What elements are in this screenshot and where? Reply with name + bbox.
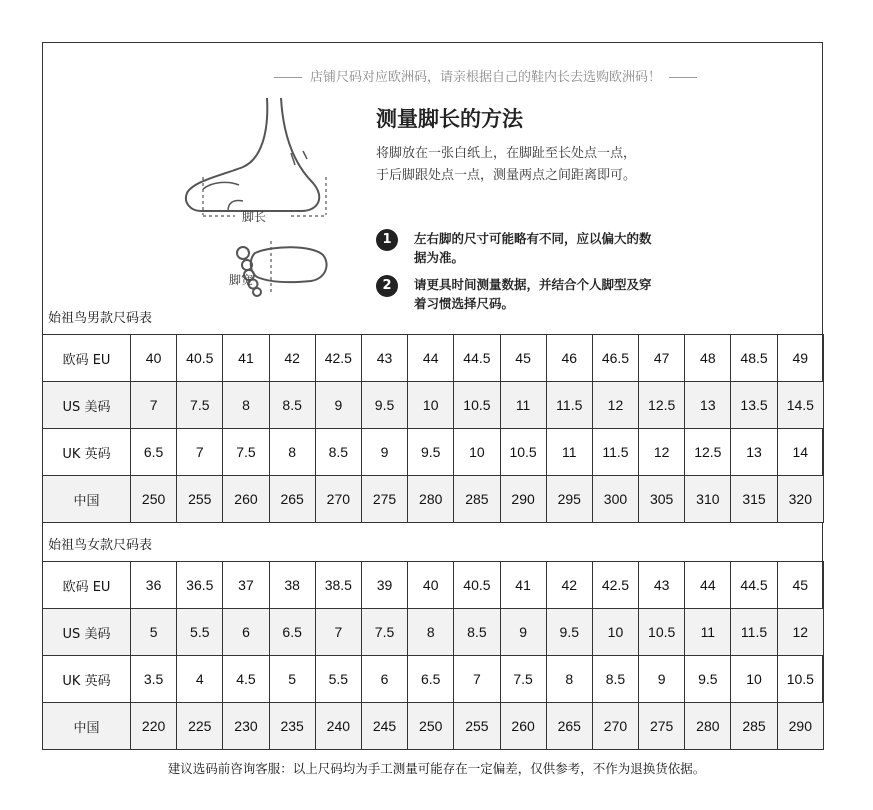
size-cell: 9.5 [685, 656, 731, 703]
size-cell: 48 [685, 335, 731, 382]
size-cell: 5 [269, 656, 315, 703]
size-cell: 42 [546, 562, 592, 609]
row-header: US 美码 [43, 609, 131, 656]
size-cell: 290 [500, 476, 546, 523]
side-foot-icon [186, 98, 326, 216]
foot-length-label: 脚长 [242, 210, 267, 224]
size-cell: 260 [223, 476, 269, 523]
tip-text [414, 275, 706, 313]
table-row [43, 382, 824, 429]
size-cell: 6 [361, 656, 407, 703]
size-cell: 6 [223, 609, 269, 656]
size-cell: 10 [731, 656, 777, 703]
tip-line: 请更具时间测量数据，并结合个人脚型及穿 [414, 277, 652, 292]
women-table-title: 始祖鸟女款尺码表 [48, 538, 153, 553]
size-cell: 320 [777, 476, 823, 523]
size-cell: 41 [223, 335, 269, 382]
size-cell: 41 [500, 562, 546, 609]
tip-line: 左右脚的尺寸可能略有不同，应以偏大的数 [414, 231, 652, 246]
divider-line [274, 77, 302, 78]
size-cell: 46.5 [592, 335, 638, 382]
size-cell: 10 [592, 609, 638, 656]
size-cell: 40.5 [177, 335, 223, 382]
measure-heading: 测量脚长的方法 [376, 107, 523, 131]
disclaimer-note: 建议选码前咨询客服：以上尺码均为手工测量可能存在一定偏差，仅供参考，不作为退换货依据。 [167, 761, 706, 776]
size-cell: 11.5 [731, 609, 777, 656]
size-cell: 10.5 [500, 429, 546, 476]
size-cell: 40.5 [454, 562, 500, 609]
tip-number-icon: 2 [376, 275, 398, 297]
tip-line: 着习惯选择尺码。 [414, 296, 515, 311]
size-cell: 7 [315, 609, 361, 656]
size-cell: 250 [408, 703, 454, 750]
size-cell: 45 [500, 335, 546, 382]
banner-notice-text: 店铺尺码对应欧洲码，请亲根据自己的鞋内长去选购欧洲码！ [309, 70, 661, 85]
size-cell: 9.5 [546, 609, 592, 656]
size-cell: 280 [685, 703, 731, 750]
size-cell: 8.5 [315, 429, 361, 476]
size-cell: 3.5 [131, 656, 177, 703]
size-cell: 300 [592, 476, 638, 523]
size-cell: 275 [361, 476, 407, 523]
size-cell: 9 [500, 609, 546, 656]
size-cell: 12 [639, 429, 685, 476]
desc-line: 于后脚跟处点一点，测量两点之间距离即可。 [376, 168, 637, 183]
size-cell: 8 [408, 609, 454, 656]
size-cell: 42.5 [315, 335, 361, 382]
size-cell: 245 [361, 703, 407, 750]
size-cell: 265 [546, 703, 592, 750]
size-cell: 39 [361, 562, 407, 609]
size-cell: 255 [454, 703, 500, 750]
size-cell: 7.5 [177, 382, 223, 429]
size-cell: 40 [131, 335, 177, 382]
size-cell: 7.5 [223, 429, 269, 476]
size-cell: 7 [454, 656, 500, 703]
size-cell: 12 [777, 609, 823, 656]
row-header: 欧码 EU [43, 335, 131, 382]
size-cell: 8 [546, 656, 592, 703]
size-cell: 8.5 [269, 382, 315, 429]
size-cell: 44 [408, 335, 454, 382]
divider-line [669, 77, 697, 78]
size-cell: 8 [223, 382, 269, 429]
tip-1 [376, 229, 706, 267]
size-cell: 48.5 [731, 335, 777, 382]
size-cell: 11.5 [546, 382, 592, 429]
table-row [43, 562, 824, 609]
table-row [43, 656, 824, 703]
size-cell: 250 [131, 476, 177, 523]
tip-number-icon: 1 [376, 229, 398, 251]
size-cell: 6.5 [269, 609, 315, 656]
size-chart-frame [42, 42, 823, 744]
size-cell: 290 [777, 703, 823, 750]
size-cell: 47 [639, 335, 685, 382]
size-cell: 9 [361, 429, 407, 476]
size-cell: 38.5 [315, 562, 361, 609]
size-cell: 220 [131, 703, 177, 750]
size-cell: 305 [639, 476, 685, 523]
size-cell: 13 [731, 429, 777, 476]
women-size-table [42, 561, 824, 750]
size-cell: 255 [177, 476, 223, 523]
size-cell: 270 [315, 476, 361, 523]
size-cell: 4.5 [223, 656, 269, 703]
row-header: 欧码 EU [43, 562, 131, 609]
size-cell: 270 [592, 703, 638, 750]
size-cell: 260 [500, 703, 546, 750]
size-cell: 295 [546, 476, 592, 523]
size-cell: 315 [731, 476, 777, 523]
size-cell: 5 [131, 609, 177, 656]
measure-banner [43, 43, 822, 333]
row-header: 中国 [43, 476, 131, 523]
size-cell: 5.5 [177, 609, 223, 656]
size-cell: 8.5 [592, 656, 638, 703]
men-table-title: 始祖鸟男款尺码表 [48, 311, 153, 326]
size-cell: 10.5 [777, 656, 823, 703]
size-cell: 8 [269, 429, 315, 476]
size-cell: 11 [500, 382, 546, 429]
table-row [43, 429, 824, 476]
size-cell: 12 [592, 382, 638, 429]
size-cell: 8.5 [454, 609, 500, 656]
size-cell: 12.5 [639, 382, 685, 429]
size-cell: 9 [639, 656, 685, 703]
size-cell: 7 [131, 382, 177, 429]
size-cell: 10 [408, 382, 454, 429]
size-cell: 235 [269, 703, 315, 750]
size-cell: 10.5 [639, 609, 685, 656]
size-cell: 275 [639, 703, 685, 750]
size-cell: 7 [177, 429, 223, 476]
foot-width-label: 脚宽 [229, 273, 254, 287]
men-size-table [42, 334, 824, 523]
size-cell: 42.5 [592, 562, 638, 609]
size-cell: 45 [777, 562, 823, 609]
size-cell: 43 [639, 562, 685, 609]
size-cell: 225 [177, 703, 223, 750]
size-cell: 11 [546, 429, 592, 476]
size-cell: 38 [269, 562, 315, 609]
size-cell: 280 [408, 476, 454, 523]
size-cell: 36.5 [177, 562, 223, 609]
size-cell: 13 [685, 382, 731, 429]
tip-2 [376, 275, 706, 313]
size-cell: 310 [685, 476, 731, 523]
row-header: 中国 [43, 703, 131, 750]
row-header: UK 英码 [43, 656, 131, 703]
size-cell: 6.5 [131, 429, 177, 476]
size-cell: 44 [685, 562, 731, 609]
measure-description [376, 143, 706, 187]
size-cell: 49 [777, 335, 823, 382]
size-cell: 14.5 [777, 382, 823, 429]
size-cell: 5.5 [315, 656, 361, 703]
desc-line: 将脚放在一张白纸上，在脚趾至长处点一点， [376, 146, 637, 161]
size-cell: 6.5 [408, 656, 454, 703]
size-cell: 9.5 [408, 429, 454, 476]
size-cell: 46 [546, 335, 592, 382]
size-cell: 44.5 [731, 562, 777, 609]
size-cell: 285 [454, 476, 500, 523]
size-cell: 10.5 [454, 382, 500, 429]
size-cell: 40 [408, 562, 454, 609]
size-cell: 11.5 [592, 429, 638, 476]
table-row [43, 703, 824, 750]
tip-line: 据为准。 [414, 250, 465, 265]
foot-illustration [173, 93, 343, 303]
size-cell: 11 [685, 609, 731, 656]
size-cell: 285 [731, 703, 777, 750]
size-cell: 265 [269, 476, 315, 523]
size-cell: 9 [315, 382, 361, 429]
size-cell: 42 [269, 335, 315, 382]
size-cell: 230 [223, 703, 269, 750]
size-cell: 36 [131, 562, 177, 609]
size-cell: 10 [454, 429, 500, 476]
size-cell: 44.5 [454, 335, 500, 382]
size-cell: 7.5 [361, 609, 407, 656]
size-cell: 13.5 [731, 382, 777, 429]
size-cell: 7.5 [500, 656, 546, 703]
table-row [43, 335, 824, 382]
banner-notice [243, 66, 728, 85]
size-cell: 240 [315, 703, 361, 750]
table-row [43, 609, 824, 656]
size-cell: 37 [223, 562, 269, 609]
size-cell: 9.5 [361, 382, 407, 429]
tip-text [414, 229, 706, 267]
row-header: UK 英码 [43, 429, 131, 476]
size-cell: 43 [361, 335, 407, 382]
size-cell: 4 [177, 656, 223, 703]
row-header: US 美码 [43, 382, 131, 429]
table-row [43, 476, 824, 523]
size-cell: 14 [777, 429, 823, 476]
size-cell: 12.5 [685, 429, 731, 476]
